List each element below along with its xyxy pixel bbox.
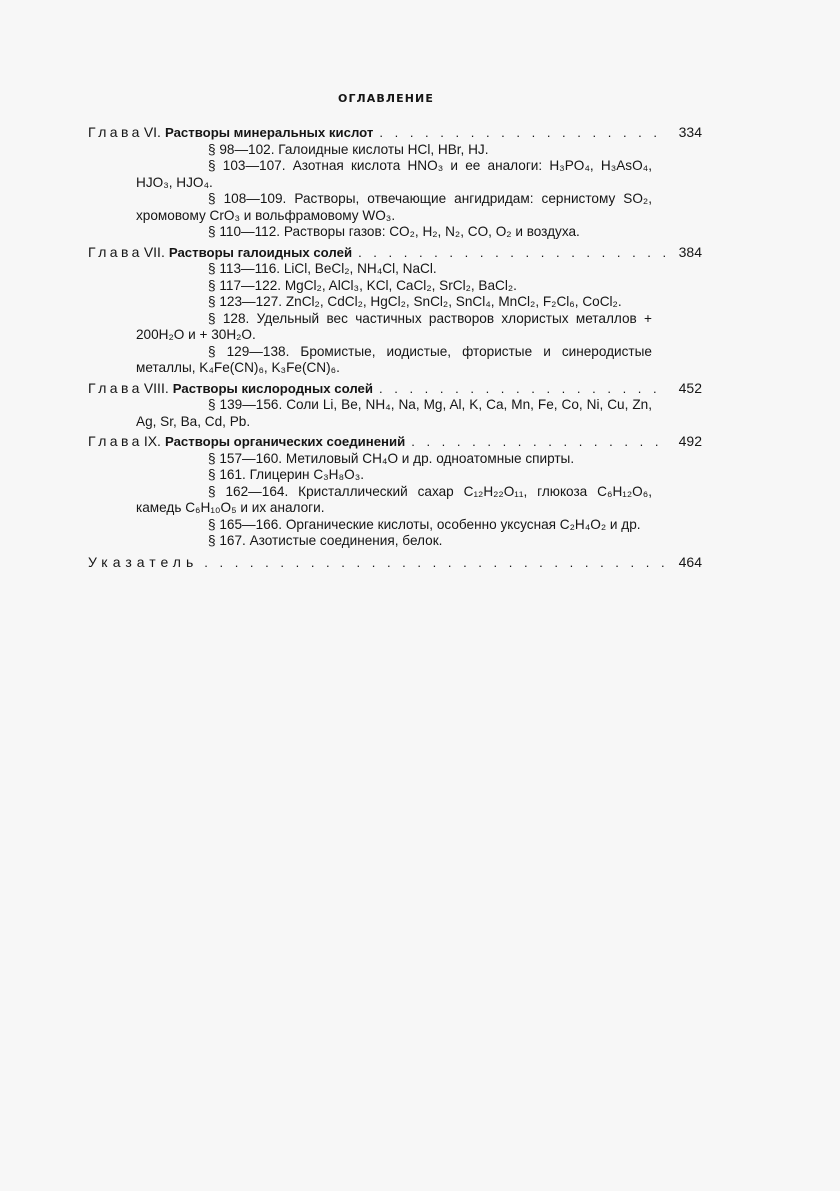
section-entry: § 117—122. MgCl₂, AlCl₃, KCl, CaCl₂, SrCl₂, BaCl₂. bbox=[208, 277, 517, 293]
page-title: ОГЛАВЛЕНИЕ bbox=[338, 92, 434, 105]
chapter-page: 384 bbox=[678, 243, 702, 260]
chapter-number: VII. bbox=[143, 243, 165, 260]
chapter-row bbox=[88, 244, 702, 262]
section-entry: § 113—116. LiCl, BeCl₂, NH₄Cl, NaCl. bbox=[208, 261, 437, 276]
chapter-title: Растворы минеральных кислот bbox=[164, 125, 374, 140]
chapter-page: 452 bbox=[678, 379, 702, 396]
chapter-row bbox=[88, 124, 702, 142]
dot-leader bbox=[379, 381, 668, 398]
section-entry: § 157—160. Метиловый CH₄O и др. одноатомные спирты. bbox=[208, 450, 575, 466]
chapter-number: VIII. bbox=[143, 379, 169, 396]
dot-leader bbox=[204, 555, 668, 572]
chapter-word: Глава bbox=[88, 124, 143, 140]
index-page: 464 bbox=[678, 553, 702, 570]
section-entry: § 128. Удельный вес частичных растворов хлористых металлов + 200H₂O и + 30H₂O. bbox=[136, 310, 652, 342]
section-entry: § 129—138. Бромистые, иодистые, фтористые и синеродистые металлы, K₄Fe(CN)₆, K₃Fe(CN)₆. bbox=[136, 343, 652, 375]
chapter-title: Растворы кислородных солей bbox=[172, 380, 373, 396]
table-of-contents bbox=[88, 124, 702, 571]
index-label: Указатель bbox=[88, 553, 199, 570]
section-entry: § 123—127. ZnCl₂, CdCl₂, HgCl₂, SnCl₂, SnCl₄, MnCl₂, F₂Cl₆, CoCl₂. bbox=[208, 294, 622, 309]
chapter-title: Растворы галоидных солей bbox=[168, 244, 353, 260]
chapter-number: VI. bbox=[143, 124, 161, 140]
chapter-number: IX. bbox=[143, 433, 161, 449]
section-entry: § 110—112. Растворы газов: CO₂, H₂, N₂, CO, O₂ и воздуха. bbox=[208, 224, 580, 239]
section-entry: § 162—164. Кристаллический сахар C₁₂H₂₂O₁₁, глюкоза C₆H₁₂O₆, камедь C₆H₁₀O₅ и их аналоги. bbox=[136, 483, 652, 515]
dot-leader bbox=[379, 125, 668, 142]
chapter-row bbox=[88, 380, 702, 398]
index-row bbox=[88, 554, 702, 572]
section-entry: § 108—109. Растворы, отвечающие ангидридам: сернистому SO₂, хромовому CrO₃ и вольфрамовому WO₃. bbox=[136, 191, 652, 223]
chapter-word: Глава bbox=[88, 243, 143, 260]
chapter-page: 492 bbox=[678, 433, 702, 449]
section-entry: § 165—166. Органические кислоты, особенно уксусная C₂H₄O₂ и др. bbox=[208, 516, 641, 532]
chapter-word: Глава bbox=[88, 433, 143, 449]
section-entry: § 103—107. Азотная кислота HNO₃ и ее аналоги: H₃PO₄, H₃AsO₄, HJO₃, HJO₄. bbox=[136, 158, 652, 190]
section-entry: § 161. Глицерин C₃H₈O₃. bbox=[208, 467, 365, 482]
section-entry: § 167. Азотистые соединения, белок. bbox=[208, 533, 443, 548]
chapter-page: 334 bbox=[678, 124, 702, 140]
chapter-title: Растворы органических соединений bbox=[164, 434, 406, 449]
dot-leader bbox=[358, 245, 668, 262]
section-entry: § 139—156. Соли Li, Be, NH₄, Na, Mg, Al, K, Ca, Mn, Fe, Co, Ni, Cu, Zn, Ag, Sr, Ba, Cd, Pb. bbox=[136, 397, 652, 429]
chapter-row bbox=[88, 433, 702, 451]
dot-leader bbox=[411, 434, 668, 451]
chapter-word: Глава bbox=[88, 379, 143, 396]
section-entry: § 98—102. Галоидные кислоты HCl, HBr, HJ. bbox=[208, 141, 489, 157]
